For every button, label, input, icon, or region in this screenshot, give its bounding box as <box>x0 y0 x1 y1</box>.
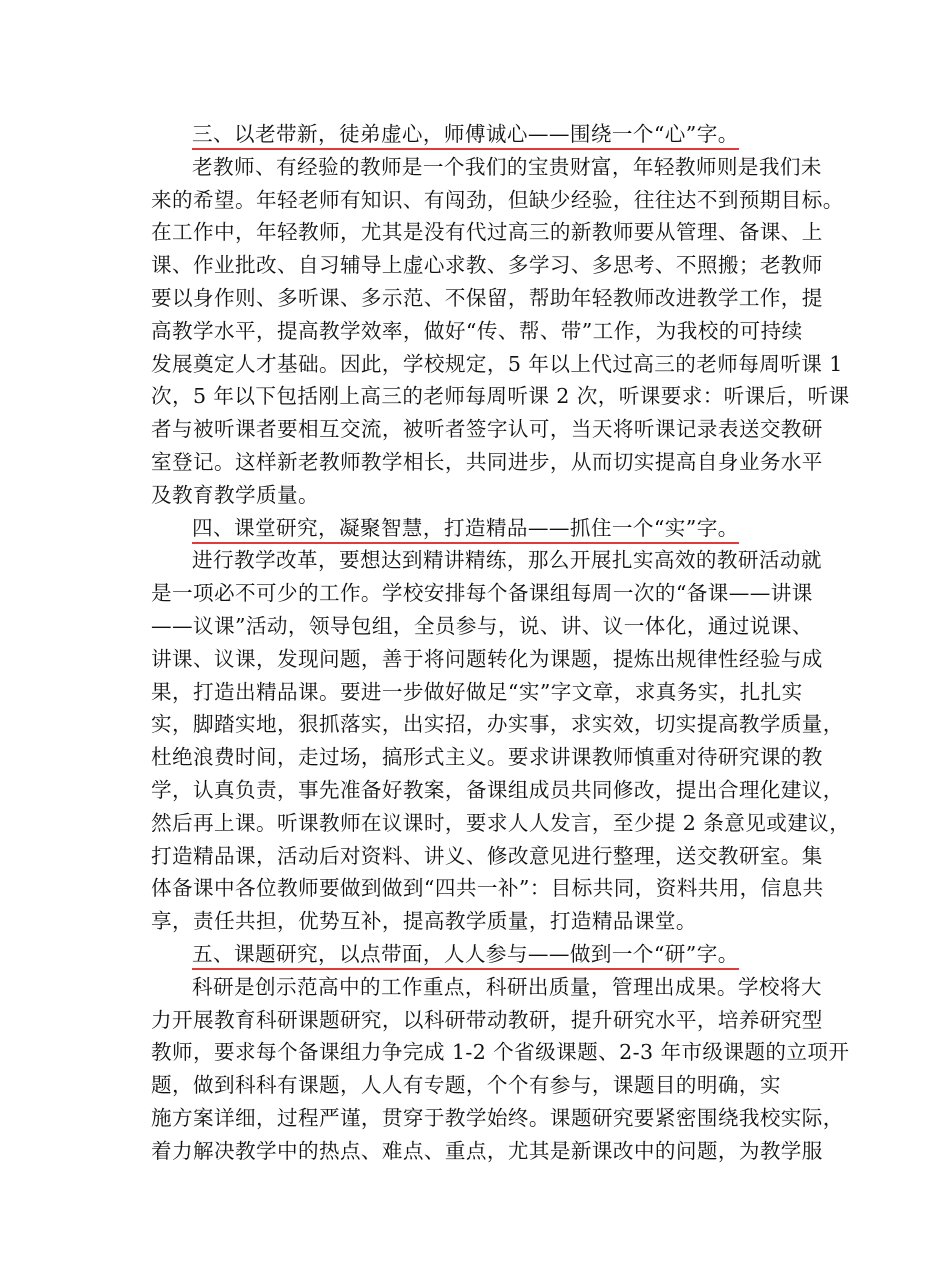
paragraph-line: 果，打造出精品课。要进一步做好做足“实”字文章，求真务实，扎扎实 <box>151 679 803 704</box>
paragraph-line: 是一项必不可少的工作。学校安排每个备课组每周一次的“备课——讲课 <box>151 581 813 606</box>
paragraph-line: 杜绝浪费时间，走过场，搞形式主义。要求讲课教师慎重对待研究课的教 <box>151 745 823 770</box>
document-body <box>151 118 851 1168</box>
paragraph-line: 进行教学改革，要想达到精讲精练，那么开展扎实高效的教研活动就 <box>192 548 822 573</box>
section-heading-3 <box>151 118 803 151</box>
paragraph-line: ——议课”活动，领导包组，全员参与，说、讲、议一体化，通过说课、 <box>151 613 813 638</box>
paragraph-line: 及教育教学质量。 <box>151 482 319 507</box>
paragraph-line: 学，认真负责，事先准备好教案，备课组成员共同修改，提出合理化建议， <box>151 777 844 802</box>
paragraph-line: 力开展教育科研课题研究，以科研带动教研，提升研究水平，培养研究型 <box>151 1007 823 1032</box>
section-heading-4 <box>151 512 803 545</box>
paragraph-line: 科研是创示范高中的工作重点，科研出质量，管理出成果。学校将大 <box>192 974 822 999</box>
paragraph-line: 施方案详细，过程严谨，贯穿于教学始终。课题研究要紧密围绕我校实际， <box>151 1105 844 1130</box>
paragraph-line: 课、作业批改、自习辅导上虚心求教、多学习、多思考、不照搬；老教师 <box>151 253 823 278</box>
paragraph-line: 然后再上课。听课教师在议课时，要求人人发言，至少提 2 条意见或建议， <box>151 810 851 835</box>
paragraph-line: 体备课中各位教师要做到做到“四共一补”：目标共同，资料共用，信息共 <box>151 876 824 901</box>
paragraph-line: 教师，要求每个备课组力争完成 1-2 个省级课题、2-3 年市级课题的立项开 <box>151 1040 850 1065</box>
section-heading-5 <box>151 938 803 971</box>
paragraph-line: 次，5 年以下包括刚上高三的老师每周听课 2 次，听课要求：听课后，听课 <box>151 384 850 409</box>
paragraph-line: 来的希望。年轻老师有知识、有闯劲，但缺少经验，往往达不到预期目标。 <box>151 187 844 212</box>
paragraph-line: 要以身作则、多听课、多示范、不保留，帮助年轻教师改进教学工作，提 <box>151 285 823 310</box>
paragraph-line: 发展奠定人才基础。因此，学校规定，5 年以上代过高三的老师每周听课 1 <box>151 351 843 376</box>
section-heading-text: 五、课题研究，以点带面，人人参与——做到一个“研”字。 <box>192 942 739 970</box>
paragraph-line: 题，做到科科有课题，人人有专题，个个有参与，课题目的明确，实 <box>151 1073 781 1098</box>
paragraph-line: 着力解决教学中的热点、难点、重点，尤其是新课改中的问题，为教学服 <box>151 1138 823 1163</box>
section-heading-text: 三、以老带新，徒弟虚心，师傅诚心——围绕一个“心”字。 <box>192 122 739 150</box>
paragraph-line: 高教学水平，提高教学效率，做好“传、帮、带”工作，为我校的可持续 <box>151 318 803 343</box>
paragraph-line: 室登记。这样新老教师教学相长，共同进步，从而切实提高自身业务水平 <box>151 449 823 474</box>
paragraph-line: 打造精品课，活动后对资料、讲义、修改意见进行整理，送交教研室。集 <box>151 843 823 868</box>
paragraph-line: 在工作中，年轻教师，尤其是没有代过高三的新教师要从管理、备课、上 <box>151 220 823 245</box>
section-heading-text: 四、课堂研究，凝聚智慧，打造精品——抓住一个“实”字。 <box>192 516 739 544</box>
paragraph-line: 老教师、有经验的教师是一个我们的宝贵财富，年轻教师则是我们未 <box>192 154 822 179</box>
paragraph-line: 实，脚踏实地，狠抓落实，出实招，办实事，求实效，切实提高教学质量， <box>151 712 844 737</box>
paragraph-line: 者与被听课者要相互交流，被听者签字认可，当天将听课记录表送交教研 <box>151 417 823 442</box>
paragraph-line: 讲课、议课，发现问题，善于将问题转化为课题，提炼出规律性经验与成 <box>151 646 823 671</box>
paragraph-line: 享，责任共担，优势互补，提高教学质量，打造精品课堂。 <box>151 909 697 934</box>
